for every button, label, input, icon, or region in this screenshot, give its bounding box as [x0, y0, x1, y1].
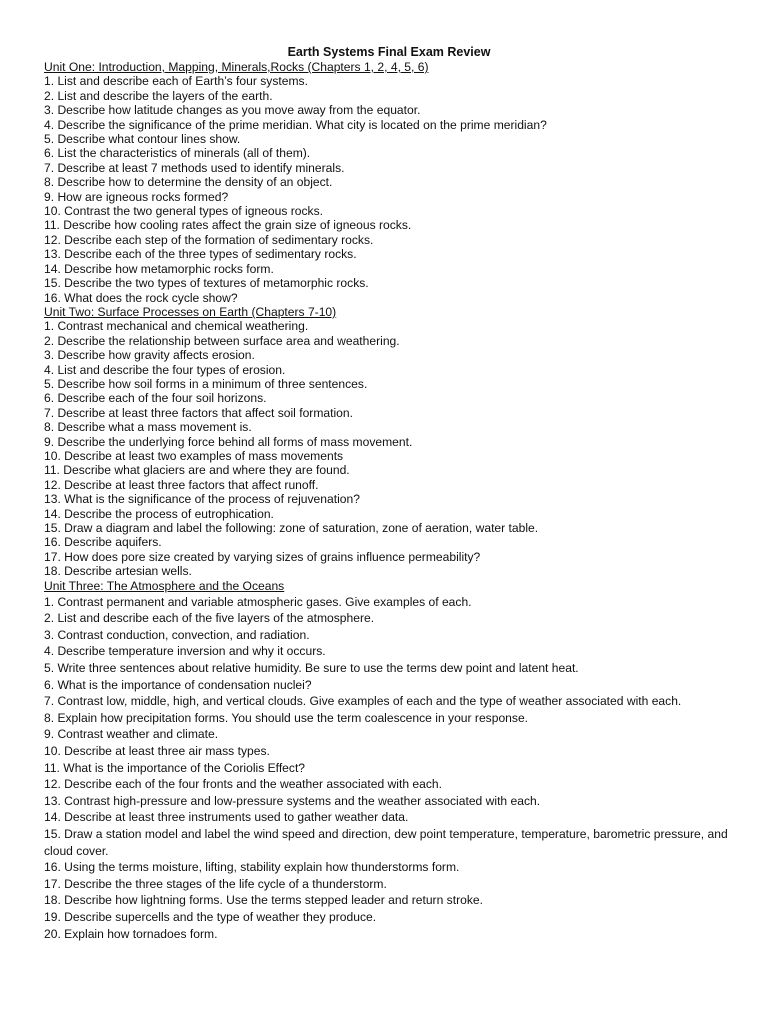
review-question: 13. Describe each of the three types of sedimentary rocks. — [44, 247, 357, 262]
unit-three-list — [44, 594, 734, 942]
review-question: 8. Describe how to determine the density of an object. — [44, 175, 333, 190]
review-question: 9. How are igneous rocks formed? — [44, 189, 229, 204]
review-question: 2. List and describe the layers of the earth. — [44, 88, 273, 103]
review-question: 6. What is the importance of condensation nuclei? — [44, 677, 312, 692]
review-question: 11. Describe what glaciers are and where they are found. — [44, 463, 350, 478]
review-question: 4. List and describe the four types of erosion. — [44, 362, 286, 377]
review-question: 13. Contrast high-pressure and low-pressure systems and the weather associated with each. — [44, 793, 541, 808]
review-question: 4. Describe the significance of the prime meridian. What city is located on the prime meridian? — [44, 117, 547, 132]
unit-two-list — [44, 319, 734, 578]
review-question: 12. Describe each step of the formation of sedimentary rocks. — [44, 232, 374, 247]
review-question: 19. Describe supercells and the type of weather they produce. — [44, 909, 377, 924]
review-question: 12. Describe at least three factors that affect runoff. — [44, 477, 319, 492]
review-question: 14. Describe how metamorphic rocks form. — [44, 261, 274, 276]
document-title: Earth Systems Final Exam Review — [287, 45, 491, 59]
review-question: 7. Describe at least three factors that affect soil formation. — [44, 405, 353, 420]
unit-one-list — [44, 74, 734, 305]
review-question: 9. Contrast weather and climate. — [44, 727, 219, 742]
review-question: 13. What is the significance of the process of rejuvenation? — [44, 492, 360, 507]
review-question: 16. What does the rock cycle show? — [44, 290, 238, 305]
review-question: 17. How does pore size created by varying sizes of grains influence permeability? — [44, 549, 481, 564]
review-question: 10. Describe at least two examples of mass movements — [44, 448, 344, 463]
review-question: 14. Describe at least three instruments used to gather weather data. — [44, 810, 409, 825]
review-question: 17. Describe the three stages of the life cycle of a thunderstorm. — [44, 876, 387, 891]
review-question: 1. Contrast permanent and variable atmospheric gases. Give examples of each. — [44, 594, 472, 609]
document-page — [44, 44, 734, 942]
review-question: 5. Describe how soil forms in a minimum of three sentences. — [44, 376, 368, 391]
review-question: 9. Describe the underlying force behind all forms of mass movement. — [44, 434, 413, 449]
review-question: 2. Describe the relationship between surface area and weathering. — [44, 333, 400, 348]
review-question: 18. Describe how lightning forms. Use the terms stepped leader and return stroke. — [44, 893, 483, 908]
review-question: 5. Write three sentences about relative humidity. Be sure to use the terms dew point and latent heat. — [44, 661, 579, 675]
review-question: 8. Explain how precipitation forms. You should use the term coalescence in your response. — [44, 710, 529, 725]
review-question: 11. Describe how cooling rates affect the grain size of igneous rocks. — [44, 218, 412, 233]
review-question: 3. Describe how gravity affects erosion. — [44, 348, 255, 363]
review-question: 18. Describe artesian wells. — [44, 564, 192, 579]
review-question: 1. List and describe each of Earth’s four systems. — [44, 74, 308, 89]
review-question: 16. Describe aquifers. — [44, 535, 162, 550]
review-question: 15. Draw a diagram and label the following: zone of saturation, zone of aeration, water table. — [44, 521, 539, 535]
review-question: 10. Contrast the two general types of igneous rocks. — [44, 204, 323, 219]
review-question: 2. List and describe each of the five layers of the atmosphere. — [44, 611, 375, 626]
review-question: 20. Explain how tornadoes form. — [44, 926, 218, 941]
review-question: 1. Contrast mechanical and chemical weathering. — [44, 319, 309, 334]
unit-three-section — [44, 579, 734, 942]
review-question: 15. Draw a station model and label the wind speed and direction, dew point temperature, temperature, barometric pressure, and cloud cover. — [44, 826, 728, 858]
review-question: 14. Describe the process of eutrophication. — [44, 506, 274, 521]
review-question: 4. Describe temperature inversion and why it occurs. — [44, 644, 326, 659]
unit-three-heading: Unit Three: The Atmosphere and the Oceans — [44, 578, 285, 593]
review-question: 5. Describe what contour lines show. — [44, 132, 241, 147]
review-question: 7. Contrast low, middle, high, and vertical clouds. Give examples of each and the type of weather associated with each. — [44, 694, 682, 709]
unit-two-section — [44, 305, 734, 579]
review-question: 3. Describe how latitude changes as you move away from the equator. — [44, 103, 421, 118]
review-question: 15. Describe the two types of textures of metamorphic rocks. — [44, 276, 369, 291]
review-question: 6. Describe each of the four soil horizons. — [44, 391, 267, 406]
unit-two-heading: Unit Two: Surface Processes on Earth (Chapters 7-10) — [44, 304, 337, 319]
review-question: 10. Describe at least three air mass types. — [44, 743, 270, 758]
unit-one-heading: Unit One: Introduction, Mapping, Minerals,Rocks (Chapters 1, 2, 4, 5, 6) — [44, 60, 429, 74]
review-question: 3. Contrast conduction, convection, and radiation. — [44, 627, 310, 642]
unit-one-section — [44, 60, 734, 305]
review-question: 7. Describe at least 7 methods used to identify minerals. — [44, 160, 345, 175]
review-question: 6. List the characteristics of minerals (all of them). — [44, 146, 311, 161]
review-question: 12. Describe each of the four fronts and the weather associated with each. — [44, 777, 442, 792]
review-question: 8. Describe what a mass movement is. — [44, 420, 252, 435]
review-question: 11. What is the importance of the Coriolis Effect? — [44, 760, 306, 775]
review-question: 16. Using the terms moisture, lifting, stability explain how thunderstorms form. — [44, 860, 460, 875]
